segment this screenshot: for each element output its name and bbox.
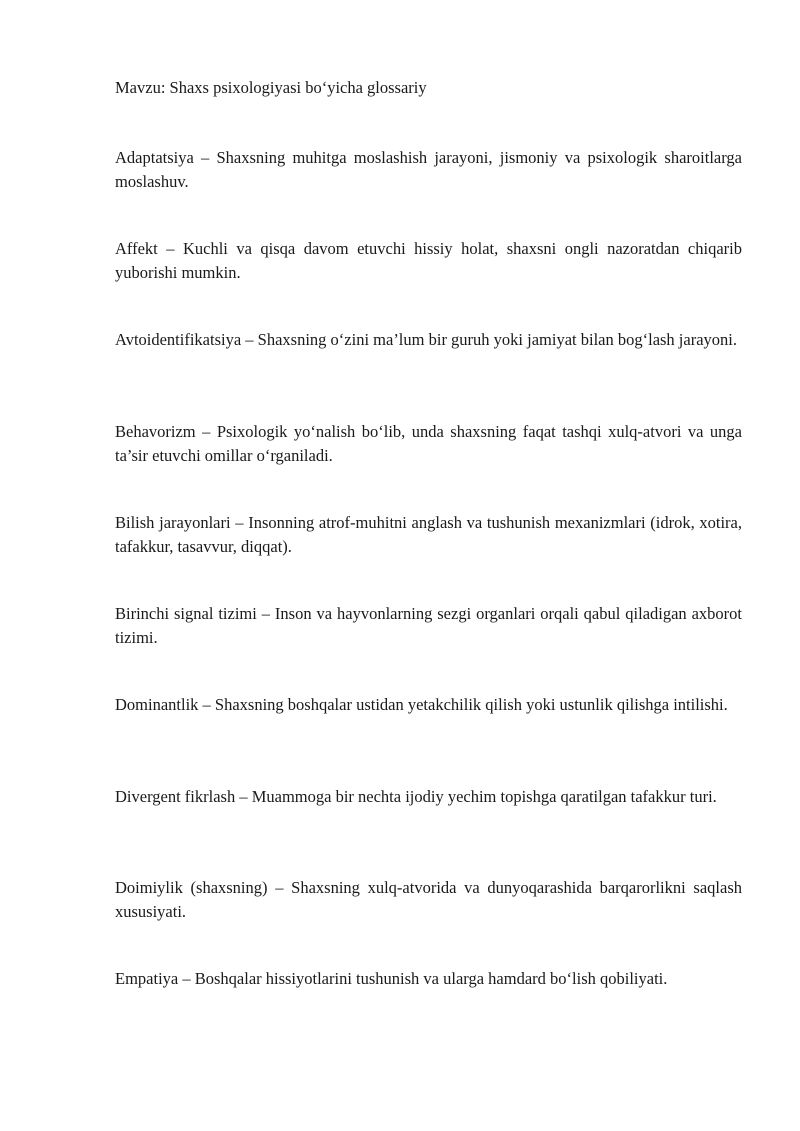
glossary-entry-birinchi-signal-tizimi: Birinchi signal tizimi – Inson va hayvonlarning sezgi organlari orqali qabul qiladigan axborot tizimi. <box>115 604 742 647</box>
glossary-entry-behavorizm: Behavorizm – Psixologik yo‘nalish bo‘lib, unda shaxsning faqat tashqi xulq-atvori va unga ta’sir etuvchi omillar o‘rganiladi. <box>115 422 742 465</box>
glossary-entry-adaptatsiya: Adaptatsiya – Shaxsning muhitga moslashish jarayoni, jismoniy va psixologik sharoitlarga moslashuv. <box>115 148 742 191</box>
glossary-entry-doimiylik: Doimiylik (shaxsning) – Shaxsning xulq-atvorida va dunyoqarashida barqarorlikni saqlash xususiyati. <box>115 878 742 921</box>
glossary-entry-affekt: Affekt – Kuchli va qisqa davom etuvchi hissiy holat, shaxsni ongli nazoratdan chiqarib yuborishi mumkin. <box>115 239 742 282</box>
glossary-entry-divergent-fikrlash: Divergent fikrlash – Muammoga bir nechta ijodiy yechim topishga qaratilgan tafakkur turi. <box>115 787 717 806</box>
document-title: Mavzu: Shaxs psixologiyasi bo‘yicha glossariy <box>115 78 427 97</box>
glossary-entry-empatiya: Empatiya – Boshqalar hissiyotlarini tushunish va ularga hamdard bo‘lish qobiliyati. <box>115 969 668 988</box>
glossary-entry-avtoidentifikatsiya: Avtoidentifikatsiya – Shaxsning o‘zini ma’lum bir guruh yoki jamiyat bilan bog‘lash jarayoni. <box>115 330 737 349</box>
glossary-entry-bilish-jarayonlari: Bilish jarayonlari – Insonning atrof-muhitni anglash va tushunish mexanizmlari (idrok, xotira, tafakkur, tasavvur, diqqat). <box>115 513 742 556</box>
glossary-entry-dominantlik: Dominantlik – Shaxsning boshqalar ustidan yetakchilik qilish yoki ustunlik qilishga intilishi. <box>115 695 728 714</box>
